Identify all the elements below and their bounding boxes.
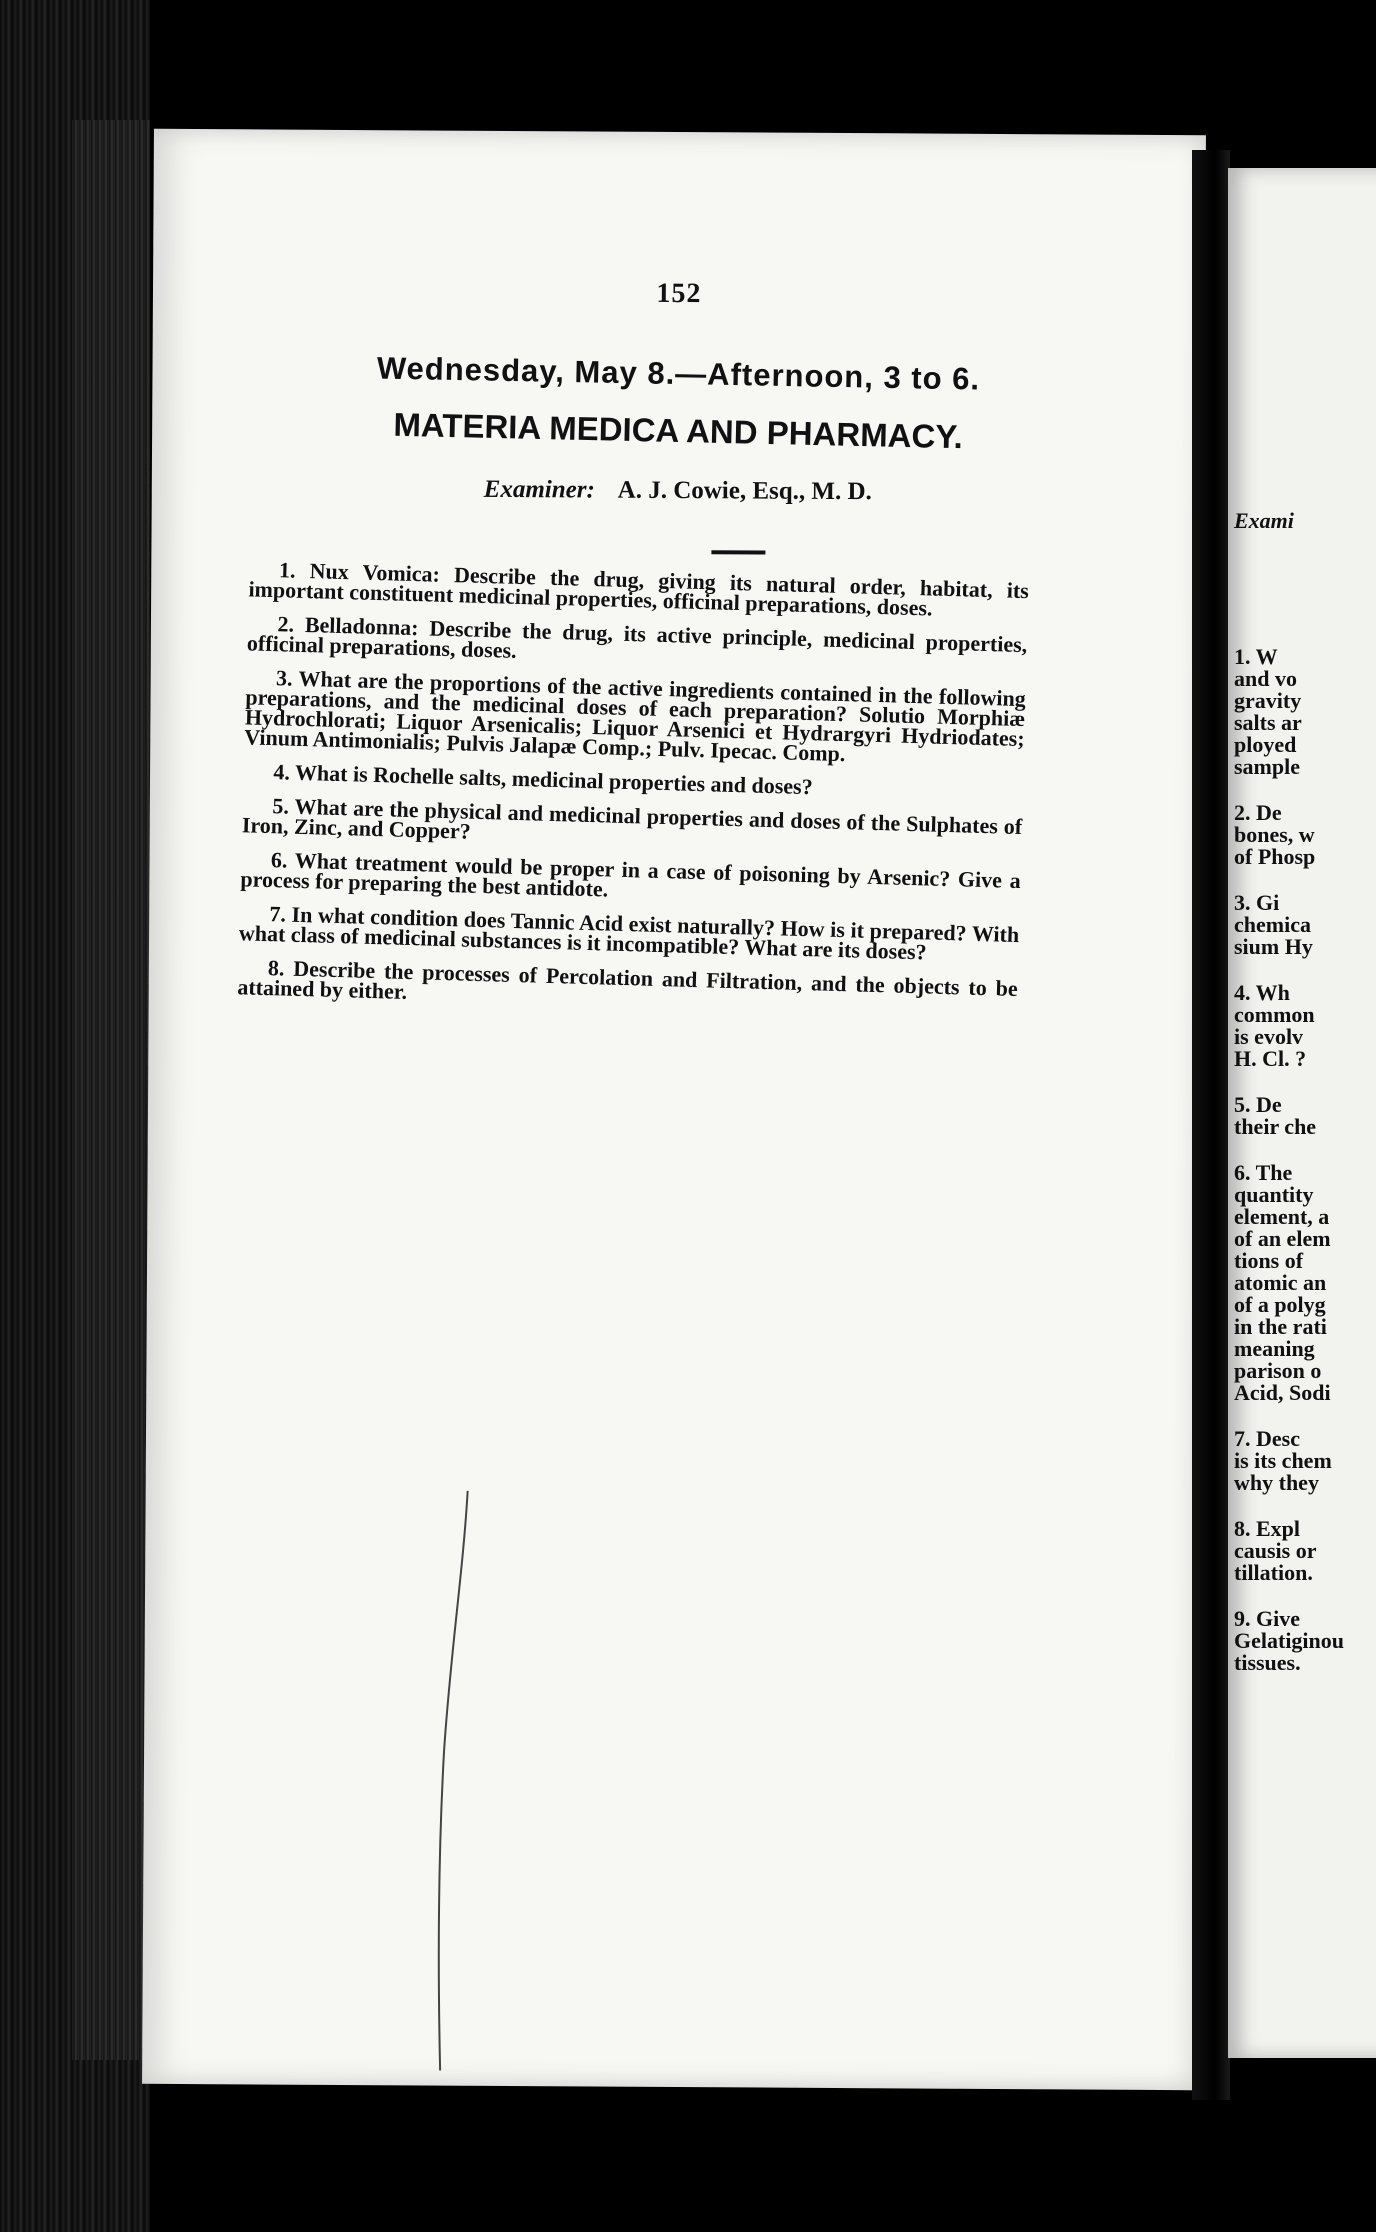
facing-page [1228, 168, 1376, 2058]
facing-page-line: of Phosp [1234, 844, 1316, 869]
facing-page-line: tissues. [1234, 1650, 1301, 1675]
examiner-label: Examiner: [483, 475, 595, 504]
subject-heading: MATERIA MEDICA AND PHARMACY. [393, 405, 964, 456]
question-item: 2. Belladonna: Describe the drug, its active principle, medicinal properties, officinal preparations, doses. [246, 611, 1028, 663]
facing-page-header: Exami [1234, 508, 1294, 533]
facing-page-line: Gelatiginou [1234, 1628, 1345, 1653]
page-edges-left [72, 120, 150, 2060]
question-item: 6. What treatment would be proper in a case of poisoning by Arsenic? Give a process for preparing the best antidote. [240, 847, 1022, 902]
facing-page-line: 8. Expl [1234, 1516, 1301, 1541]
page-number: 152 [656, 277, 702, 310]
question-item: 8. Describe the processes of Percolation and Filtration, and the objects to be attained by either. [237, 955, 1019, 1004]
examiner-line [152, 474, 1204, 508]
facing-page-line: parison o [1234, 1358, 1322, 1383]
facing-page-line: tions of [1234, 1248, 1304, 1273]
facing-page-line: 3. Gi [1234, 890, 1280, 915]
question-list [237, 559, 1029, 1033]
facing-page-line: 4. Wh [1234, 980, 1290, 1005]
facing-page-line: atomic an [1234, 1270, 1327, 1295]
facing-page-line: meaning [1234, 1336, 1315, 1361]
facing-page-line: 5. De [1234, 1092, 1282, 1117]
facing-page-line: 6. The [1234, 1160, 1293, 1185]
question-item: 7. In what condition does Tannic Acid exist naturally? How is it prepared? With what class of medicinal substances is it incompatible? What are its doses? [238, 901, 1020, 965]
facing-page-line: is its chem [1234, 1448, 1332, 1473]
examiner-name: A. J. Cowie, Esq., M. D. [617, 476, 872, 506]
facing-page-line: is evolv [1234, 1024, 1304, 1049]
question-item: 3. What are the proportions of the active ingredients contained in the following preparations, and the medicinal doses of each preparation? Solutio Morphiæ Hydrochlorati; Liquor Arsenicalis; Liquor Arsenici et Hydrargyri Hydriodates; Vinum Antimonialis; Pulvis Jalapæ Comp.; Pulv. Ipecac. Comp. [244, 665, 1027, 767]
facing-page-line: why they [1234, 1470, 1319, 1495]
facing-page-line: ployed [1234, 732, 1297, 757]
facing-page-line: in the rati [1234, 1314, 1327, 1339]
facing-page-line: chemica [1234, 912, 1311, 937]
facing-page-line: element, a [1234, 1204, 1330, 1229]
facing-page-line: bones, w [1234, 822, 1315, 847]
document-page [142, 129, 1206, 2090]
question-item: 4. What is Rochelle salts, medicinal properties and doses? [273, 759, 814, 800]
facing-page-line: H. Cl. ? [1234, 1046, 1307, 1071]
question-item: 5. What are the physical and medicinal properties and doses of the Sulphates of Iron, Zinc, and Copper? [241, 793, 1023, 844]
facing-page-line: of a polyg [1234, 1292, 1326, 1317]
facing-page-line: causis or [1234, 1538, 1317, 1563]
facing-page-line: and vo [1234, 666, 1297, 691]
facing-page-line: 7. Desc [1234, 1426, 1300, 1451]
session-heading: Wednesday, May 8.—Afternoon, 3 to 6. [376, 350, 981, 397]
divider-rule [711, 550, 765, 554]
facing-page-line: of an elem [1234, 1226, 1331, 1251]
facing-page-line: common [1234, 1002, 1315, 1027]
facing-page-line: 9. Give [1234, 1606, 1300, 1631]
facing-page-line: salts ar [1234, 710, 1302, 735]
facing-page-line: quantity [1234, 1182, 1314, 1207]
question-item: 1. Nux Vomica: Describe the drug, giving its natural order, habitat, its important constituent medicinal properties, officinal preparations, doses. [248, 557, 1030, 621]
facing-page-line: their che [1234, 1114, 1317, 1139]
book-gutter [1192, 150, 1230, 2100]
facing-page-line: tillation. [1234, 1560, 1313, 1585]
facing-page-line: sium Hy [1234, 934, 1313, 959]
facing-page-line: 2. De [1234, 800, 1282, 825]
facing-page-line: sample [1234, 754, 1300, 779]
facing-page-line: gravity [1234, 688, 1302, 713]
facing-page-line: Acid, Sodi [1234, 1380, 1331, 1405]
facing-page-line: 1. W [1234, 644, 1278, 669]
pencil-mark [434, 1491, 478, 2071]
